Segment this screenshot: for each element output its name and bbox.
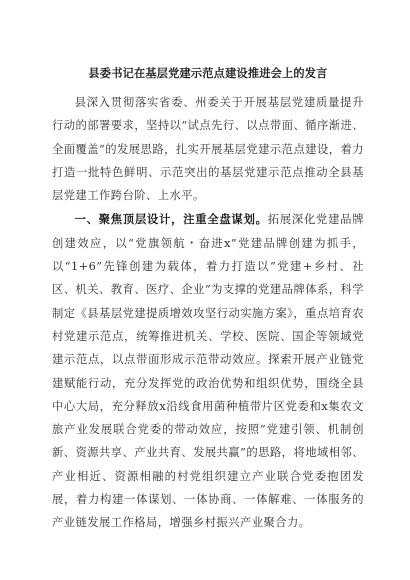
section-heading: 一、聚焦顶层设计，注重全盘谋划。 <box>74 213 268 227</box>
section-body: 拓展深化党建品牌创建效应，以“党旗领航・奋进x”党建品牌创建为抓手，以“1+6”先锋创建为载体，着力打造以“党建+乡村、社区、机关、教育、医疗、企业”为支撑的党建品牌体系，科学制定《县基层党建提质增效攻坚行动实施方案》，重点培育农村党建示范点，统筹推进机关、学校、医院、国企等领域党建示范点，以点带面形成示范带动效应。探索开展产业链党建赋能行动，充分发挥党的政治优势和组织优势，围绕全县中心大局，充分释放x沿线食用菌种植带片区党委和x集农文旅产业发展联合党委的带动效应，按照“党建引领、机制创新、资源共享、产业共育、发展共赢”的思路，将地域相邻、产业相近、资源相融的村党组织建立产业联合党委抱团发展，着力构建一体谋划、一体协商、一体解难、一体服务的产业链发展工作格局，增强乡村振兴产业聚合力。 <box>52 213 364 530</box>
document-title: 县委书记在基层党建示范点建设推进会上的发言 <box>88 67 328 80</box>
section-paragraph <box>52 208 364 534</box>
intro-paragraph: 县深入贯彻落实省委、州委关于开展基层党建质量提升行动的部署要求，坚持以“试点先行、以点带面、循序渐进、全面覆盖”的发展思路，扎实开展基层党建示范点建设，着力打造一批特色鲜明、示范突出的基层党建示范点推动全县基层党建工作跨台阶、上水平。 <box>52 96 364 203</box>
